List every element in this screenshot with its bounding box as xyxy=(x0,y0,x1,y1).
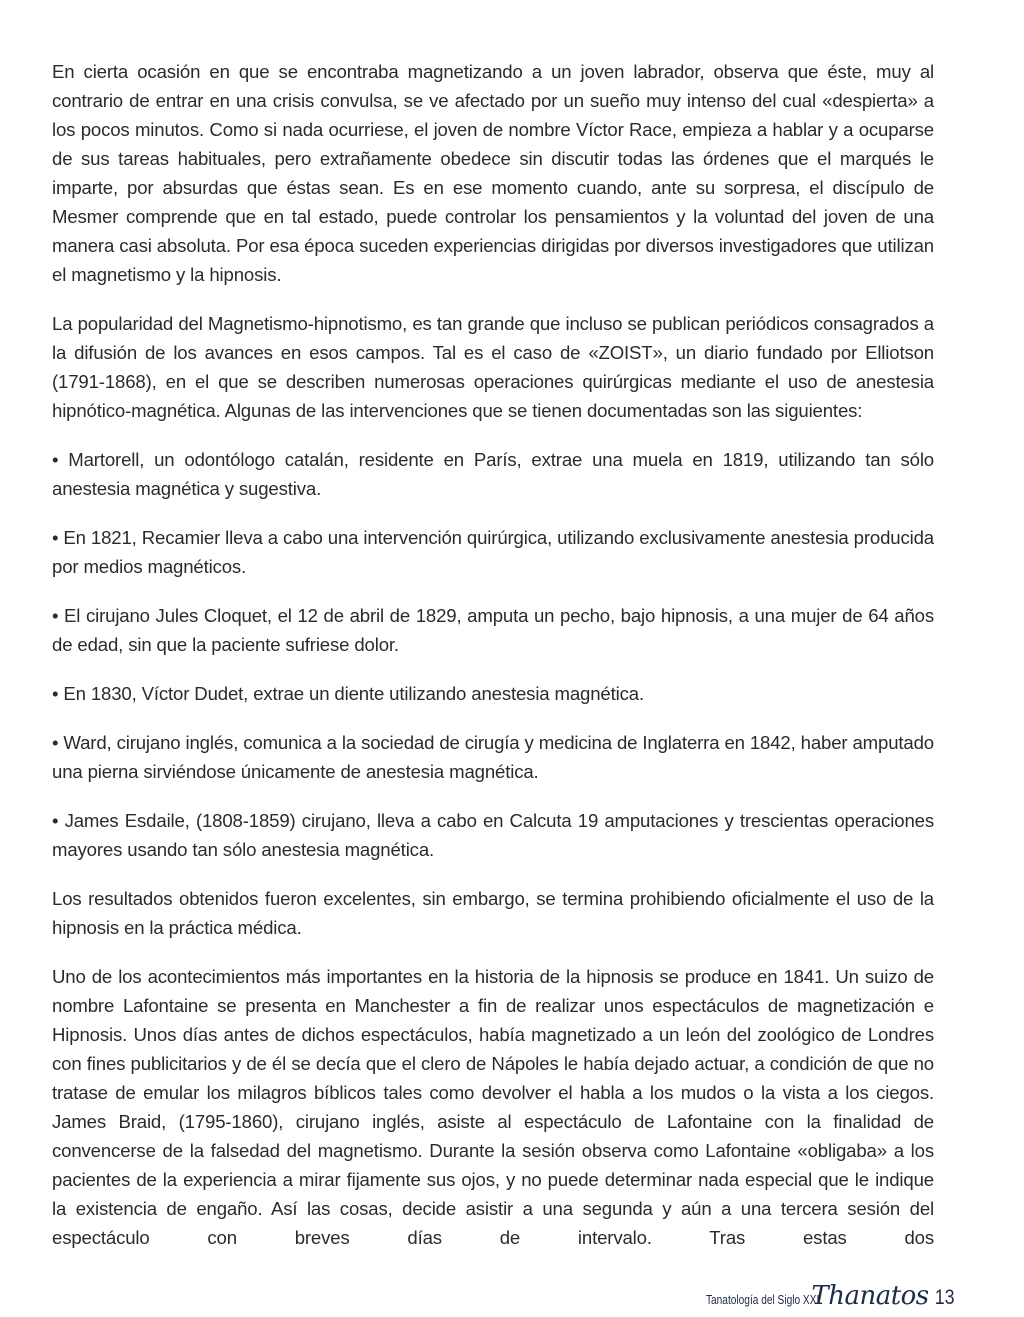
bullet-item: • En 1821, Recamier lleva a cabo una intervención quirúrgica, utilizando exclusivamente anestesia producida por medios magnéticos. xyxy=(52,527,934,577)
footer-subtitle: Tanatología del Siglo XXI xyxy=(706,1292,820,1307)
bullet-item: • El cirujano Jules Cloquet, el 12 de abril de 1829, amputa un pecho, bajo hipnosis, a una mujer de 64 años de edad, sin que la paciente sufriese dolor. xyxy=(52,605,934,655)
paragraph: En cierta ocasión en que se encontraba magnetizando a un joven labrador, observa que éste, muy al contrario de entrar en una crisis convulsa, se ve afectado por un sueño muy intenso del cual «despierta» a los pocos minutos. Como si nada ocurriese, el joven de nombre Víctor Race, empieza a hablar y a ocuparse de sus tareas habituales, pero extrañamente obedece sin discutir todas las órdenes que el marqués le imparte, por absurdas que éstas sean. Es en ese momento cuando, ante su sorpresa, el discípulo de Mesmer comprende que en tal estado, puede controlar los pensamientos y la voluntad del joven de una manera casi absoluta. Por esa época suceden experiencias dirigidas por diversos investigadores que utilizan el magnetismo y la hipnosis. xyxy=(52,61,934,285)
bullet-item: • James Esdaile, (1808-1859) cirujano, lleva a cabo en Calcuta 19 amputaciones y trescientas operaciones mayores usando tan sólo anestesia magnética. xyxy=(52,810,934,860)
bullet-item: • Ward, cirujano inglés, comunica a la sociedad de cirugía y medicina de Inglaterra en 1842, haber amputado una pierna sirviéndose únicamente de anestesia magnética. xyxy=(52,732,934,782)
page-body xyxy=(52,57,934,1272)
paragraph: Los resultados obtenidos fueron excelentes, sin embargo, se termina prohibiendo oficialmente el uso de la hipnosis en la práctica médica. xyxy=(52,888,934,938)
bullet-item: • En 1830, Víctor Dudet, extrae un diente utilizando anestesia magnética. xyxy=(52,683,644,704)
paragraph: Uno de los acontecimientos más importantes en la historia de la hipnosis se produce en 1841. Un suizo de nombre Lafontaine se presenta en Manchester a fin de realizar unos espectáculos de magnetización e Hipnosis. Unos días antes de dichos espectáculos, había magnetizado a un león del zoológico de Londres con fines publicitarios y de él se decía que el clero de Nápoles le había dejado actuar, a condición de que no tratase de emular los milagros bíblicos tales como devolver el habla a los mudos o la vista a los ciegos. James Braid, (1795-1860), cirujano inglés, asiste al espectáculo de Lafontaine con la finalidad de convencerse de la falsedad del magnetismo. Durante la sesión observa como Lafontaine «obligaba» a los pacientes de la experiencia a mirar fijamente sus ojos, y no puede determinar nada especial que le indique la existencia de engaño. Así las cosas, decide asistir a una segunda y aún a una tercera sesión del espectáculo con breves días de intervalo. Tras estas dos xyxy=(52,966,934,1248)
paragraph: La popularidad del Magnetismo-hipnotismo, es tan grande que incluso se publican periódicos consagrados a la difusión de los avances en esos campos. Tal es el caso de «ZOIST», un diario fundado por Elliotson (1791-1868), en el que se describen numerosas operaciones quirúrgicas mediante el uso de anestesia hipnótico-magnética. Algunas de las intervenciones que se tienen documentadas son las siguientes: xyxy=(52,313,934,421)
page-number: 13 xyxy=(934,1286,955,1309)
page-footer xyxy=(674,1281,956,1311)
bullet-item: • Martorell, un odontólogo catalán, residente en París, extrae una muela en 1819, utilizando tan sólo anestesia magnética y sugestiva. xyxy=(52,449,934,499)
footer-brand-logo: Thanatos xyxy=(811,1281,929,1311)
